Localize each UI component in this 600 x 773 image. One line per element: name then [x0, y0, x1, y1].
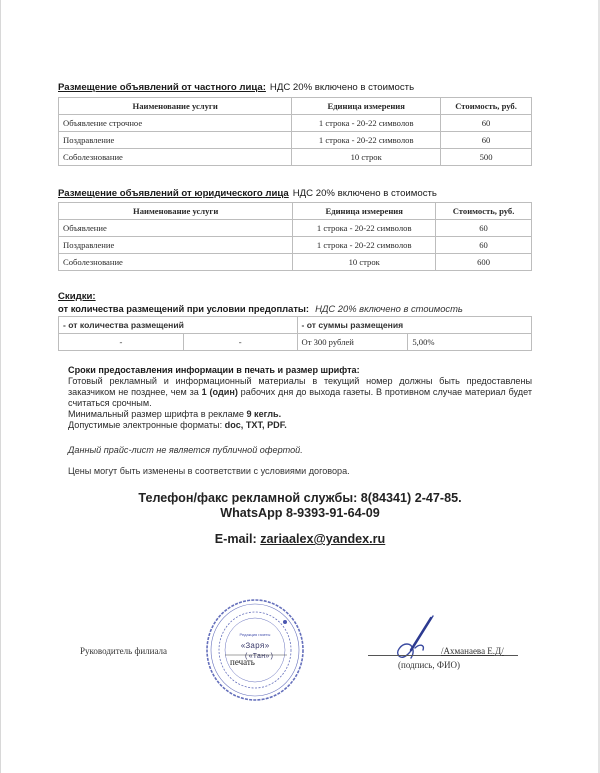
discounts-title: Скидки:: [58, 291, 96, 302]
price-cell: 60: [436, 220, 532, 237]
unit-cell: 10 строк: [293, 254, 436, 271]
offer-note: Данный прайс-лист не является публичной офертой.: [68, 445, 303, 455]
sum-discount-cell: 5,00%: [408, 334, 532, 351]
stamp-text-name: «Заря»: [240, 642, 270, 651]
table-row: [59, 115, 532, 132]
service-cell: Соболезнование: [59, 149, 292, 166]
discounts-condition: от количества размещений при условии предоплаты:: [58, 303, 310, 314]
min-font-value: 9 кегль.: [246, 409, 282, 419]
terms-heading: Сроки предоставления информации в печать и размер шрифта:: [68, 365, 360, 375]
stamp-label: печать: [230, 657, 255, 667]
terms-text: Готовый рекламный и информационный материалы в текущий номер должны быть предоставлены заказчиком не позднее, чем за: [68, 376, 532, 397]
formats-value: doc, TXT, PDF.: [224, 420, 287, 430]
email-label: E-mail:: [214, 532, 261, 546]
unit-cell: 1 строка - 20-22 символов: [292, 115, 441, 132]
stamp-text-top: Редакция газеты: [239, 632, 271, 637]
discounts-subtitle: [58, 303, 463, 314]
legal-price-table: [58, 202, 532, 271]
price-cell: 60: [441, 115, 532, 132]
column-header: Стоимость, руб.: [436, 203, 532, 220]
whatsapp-line: WhatsApp 8-9393-91-64-09: [220, 506, 380, 520]
discount-sum-header: - от суммы размещения: [297, 317, 531, 334]
column-header: Единица измерения: [293, 203, 436, 220]
unit-cell: 1 строка - 20-22 символов: [293, 220, 436, 237]
price-cell: 60: [436, 237, 532, 254]
min-font-line: [68, 409, 532, 420]
discount-quantity-header: - от количества размещений: [59, 317, 298, 334]
discounts-vat-note: НДС 20% включено в стоимость: [315, 303, 463, 314]
terms-text: рабочих дня до выхода газеты. В противном случае материал будет считаться срочным.: [68, 387, 533, 408]
terms-paragraph: [68, 376, 532, 409]
unit-cell: 1 строка - 20-22 символов: [292, 132, 441, 149]
column-header: Наименование услуги: [59, 98, 292, 115]
signature-caption: (подпись, ФИО): [398, 660, 460, 670]
service-cell: Поздравление: [59, 132, 292, 149]
private-section-title: [58, 82, 414, 93]
prices-note: Цены могут быть изменены в соответствии с условиями договора.: [68, 466, 350, 476]
price-cell: 600: [436, 254, 532, 271]
formats-line: [68, 420, 532, 431]
price-cell: 500: [441, 149, 532, 166]
unit-cell: 10 строк: [292, 149, 441, 166]
discounts-table: [58, 316, 532, 351]
stamp-text-name2: («Тан»): [244, 653, 274, 661]
table-header-row: [59, 203, 532, 220]
email-link[interactable]: zariaalex@yandex.ru: [260, 532, 386, 546]
director-title: Руководитель филиала: [80, 646, 168, 656]
service-cell: Объявление строчное: [59, 115, 292, 132]
column-header: Стоимость, руб.: [441, 98, 532, 115]
phone-line: Телефон/факс рекламной службы: 8(84341) 2-47-85.: [138, 491, 462, 505]
table-row: [59, 220, 532, 237]
formats-label: Допустимые электронные форматы:: [68, 420, 225, 430]
stamp-icon: [205, 598, 305, 702]
table-row: [59, 132, 532, 149]
page-edge-left: [0, 0, 1, 773]
legal-section-title: [58, 188, 437, 199]
legal-vat-note: НДС 20% включено в стоимость: [292, 188, 437, 199]
service-cell: Поздравление: [59, 237, 293, 254]
column-header: Единица измерения: [292, 98, 441, 115]
terms-block: [68, 365, 532, 431]
min-font-label: Минимальный размер шрифта в рекламе: [68, 409, 247, 419]
table-row: [59, 254, 532, 271]
table-header-row: [59, 98, 532, 115]
legal-section-heading: Размещение объявлений от юридического лица: [58, 188, 289, 199]
private-section-heading: Размещение объявлений от частного лица:: [58, 82, 266, 93]
signer-name: /Ахманаева Е.Д/: [441, 646, 504, 656]
table-header-row: [59, 317, 532, 334]
table-row: [59, 334, 532, 351]
table-row: [59, 149, 532, 166]
unit-cell: 1 строка - 20-22 символов: [293, 237, 436, 254]
signature-icon: [385, 614, 445, 664]
private-price-table: [58, 97, 532, 166]
terms-deadline: 1 (один): [201, 387, 238, 397]
quantity-cell: -: [183, 334, 297, 351]
service-cell: Объявление: [59, 220, 293, 237]
price-cell: 60: [441, 132, 532, 149]
sum-condition-cell: От 300 рублей: [297, 334, 408, 351]
table-row: [59, 237, 532, 254]
column-header: Наименование услуги: [59, 203, 293, 220]
email-line: [0, 532, 600, 546]
private-vat-note: НДС 20% включено в стоимость: [269, 82, 415, 93]
quantity-cell: -: [59, 334, 184, 351]
service-cell: Соболезнование: [59, 254, 293, 271]
